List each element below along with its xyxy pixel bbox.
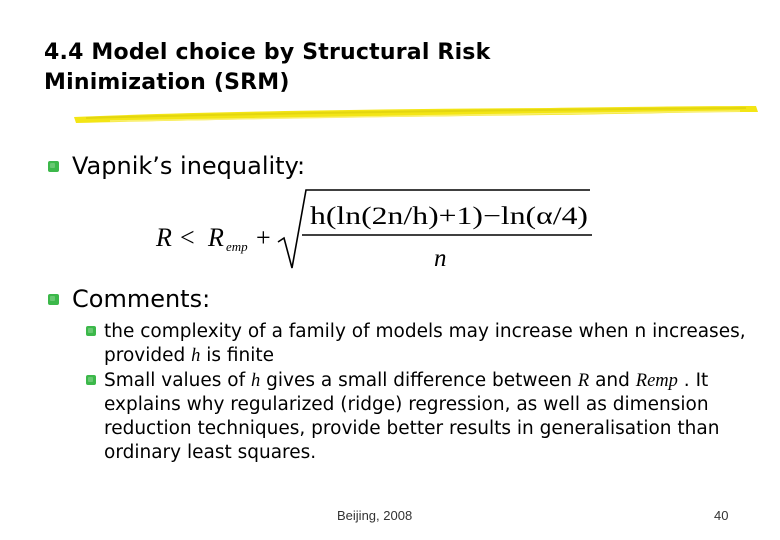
formula-plus: + (256, 223, 271, 252)
comment-text-part: Small values of (104, 370, 252, 391)
square-bullet-icon (86, 375, 96, 385)
bullet-vapnik-text: Vapnik’s inequality: (72, 152, 306, 180)
comment-text-part: . It explains why regularized (ridge) regression, as well as dimension reduction techniques, provide better results in generalisation than ordinary least squares. (104, 370, 720, 463)
formula-numerator: h(ln(2n/h)+1)−ln(α/4) (310, 203, 588, 230)
comment-complexity-text (104, 320, 746, 368)
comment-italic-r: R (577, 371, 590, 391)
vapnik-inequality-formula (150, 180, 600, 275)
slide-title (44, 38, 724, 98)
title-underline-brush (70, 100, 760, 130)
comment-text-part: gives a small difference between (260, 370, 578, 391)
formula-denominator: n (434, 245, 447, 272)
formula-remp-sub: emp (226, 239, 248, 254)
comment-complexity (86, 320, 746, 368)
formula-lt: < (180, 223, 195, 252)
comment-italic-remp: Remp (635, 371, 678, 391)
square-bullet-icon (48, 161, 59, 172)
slide-title-line-2: Minimization (SRM) (44, 70, 290, 95)
slide-title-line-1: 4.4 Model choice by Structural Risk (44, 40, 491, 65)
comment-italic-h: h (191, 346, 201, 366)
comment-text-part: and (589, 370, 636, 391)
square-bullet-icon (48, 294, 59, 305)
formula-r: R (156, 223, 172, 252)
square-bullet-icon (86, 326, 96, 336)
comment-text-part: is finite (200, 345, 275, 366)
formula-remp: R (208, 223, 224, 252)
comment-small-values (86, 369, 746, 465)
comment-italic-h: h (251, 371, 261, 391)
comment-text-part: the complexity of a family of models may increase when n increases, provided (104, 321, 746, 366)
footer-location-date: Beijing, 2008 (337, 508, 413, 523)
bullet-comments-text: Comments: (72, 285, 211, 313)
footer-page-number: 40 (714, 508, 729, 523)
comment-small-values-text (104, 369, 746, 465)
